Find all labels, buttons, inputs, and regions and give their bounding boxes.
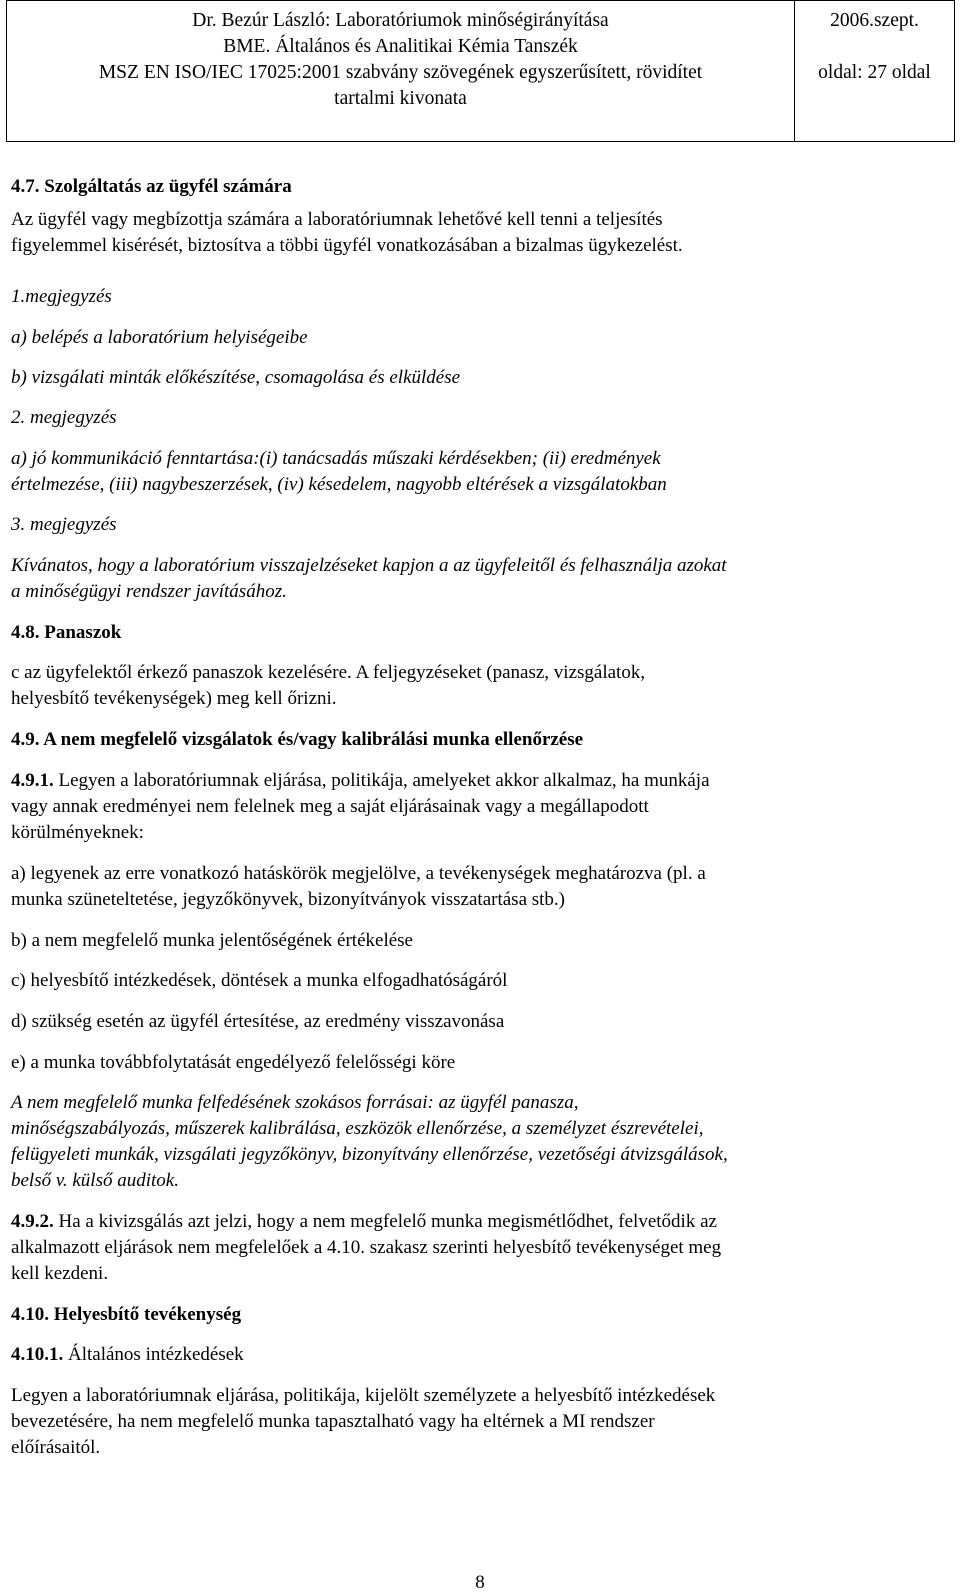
note-title: 1.megjegyzés [11, 286, 112, 307]
header-title-block [7, 1, 795, 141]
note-item: b) vizsgálati minták előkészítése, csomagolása és elküldése [11, 367, 461, 388]
paragraph-line [11, 768, 951, 794]
subsection-title: Általános intézkedések [63, 1344, 244, 1365]
list-item: d) szükség esetén az ügyfél értesítése, az eredmény visszavonása [11, 1011, 505, 1032]
header-line: MSZ EN ISO/IEC 17025:2001 szabvány szövegének egyszerűsített, rövidítet [98, 62, 703, 83]
section-heading: 4.8. Panaszok [11, 622, 122, 643]
italic-paragraph-line: A nem megfelelő munka felfedésének szokásos forrásai: az ügyfél panasza, [11, 1092, 579, 1113]
paragraph-text: Ha a kivizsgálás azt jelzi, hogy a nem megfelelő munka megismétlődhet, felvetődik az [53, 1211, 717, 1232]
paragraph-line: Legyen a laboratóriumnak eljárása, politikája, kijelölt személyzete a helyesbítő intézkedések [11, 1385, 716, 1406]
paragraph-line: kell kezdeni. [11, 1263, 109, 1284]
subsection-heading [11, 1342, 951, 1368]
note-title: 2. megjegyzés [11, 407, 117, 428]
italic-paragraph-line: felügyeleti munkák, vizsgálati jegyzőkönyv, bizonyítvány ellenőrzése, vezetőségi átvizsgálások, [11, 1144, 728, 1165]
italic-paragraph-line: minőségszabályozás, műszerek kalibrálása, eszközök ellenőrzése, a személyzet észrevételei, [11, 1118, 704, 1139]
paragraph-line: helyesbítő tevékenységek) meg kell őrizni. [11, 688, 337, 709]
header-line: tartalmi kivonata [334, 88, 467, 109]
header-meta-block [795, 1, 954, 148]
list-item: e) a munka továbbfolytatását engedélyező felelősségi köre [11, 1052, 456, 1073]
paragraph-line: előírásaitól. [11, 1437, 101, 1458]
list-item: c) helyesbítő intézkedések, döntések a munka elfogadhatóságáról [11, 970, 508, 991]
italic-paragraph-line: belső v. külső auditok. [11, 1170, 179, 1191]
list-item: b) a nem megfelelő munka jelentőségének értékelése [11, 930, 413, 951]
section-heading: 4.9. A nem megfelelő vizsgálatok és/vagy kalibrálási munka ellenőrzése [11, 729, 584, 750]
note-text: Kívánatos, hogy a laboratórium visszajelzéseket kapjon a az ügyfeleitől és felhasználja azokat [11, 555, 727, 576]
subsection-number: 4.9.1. [11, 770, 54, 791]
note-text: a minőségügyi rendszer javításához. [11, 581, 287, 602]
note-item: a) belépés a laboratórium helyiségeibe [11, 327, 308, 348]
paragraph-line: körülményeknek: [11, 822, 144, 843]
paragraph-line: figyelemmel kisérését, biztosítva a többi ügyfél vonatkozásában a bizalmas ügykezelést. [11, 235, 683, 256]
subsection-number: 4.10.1. [11, 1344, 64, 1365]
note-title: 3. megjegyzés [11, 514, 117, 535]
header-page-label: oldal: 27 oldal [818, 62, 931, 83]
paragraph-line: alkalmazott eljárások nem megfelelőek a 4.10. szakasz szerinti helyesbítő tevékenységet meg [11, 1237, 722, 1258]
header-date: 2006.szept. [830, 10, 919, 31]
header-line: Dr. Bezúr László: Laboratóriumok minőségirányítása [192, 10, 609, 31]
note-item: a) jó kommunikáció fenntartása:(i) tanácsadás műszaki kérdésekben; (ii) eredmények [11, 448, 661, 469]
note-item: értelmezése, (iii) nagybeszerzések, (iv) késedelem, nagyobb eltérések a vizsgálatokban [11, 474, 667, 495]
paragraph-line: vagy annak eredményei nem felelnek meg a saját eljárásainak vagy a megállapodott [11, 796, 649, 817]
paragraph-text: Legyen a laboratóriumnak eljárása, politikája, amelyeket akkor alkalmaz, ha munkája [53, 770, 710, 791]
page-number: 8 [475, 1572, 485, 1593]
section-heading: 4.7. Szolgáltatás az ügyfél számára [11, 176, 292, 197]
section-heading: 4.10. Helyesbítő tevékenység [11, 1304, 242, 1325]
list-item: a) legyenek az erre vonatkozó hatáskörök megjelölve, a tevékenységek meghatározva (pl. a [11, 863, 706, 884]
paragraph-line: bevezetésére, ha nem megfelelő munka tapasztalható vagy ha eltérnek a MI rendszer [11, 1411, 655, 1432]
header-line: BME. Általános és Analitikai Kémia Tanszék [223, 36, 578, 57]
list-item: munka szüneteltetése, jegyzőkönyvek, bizonyítványok visszatartása stb.) [11, 889, 566, 910]
paragraph-line: Az ügyfél vagy megbízottja számára a laboratóriumnak lehetővé kell tenni a teljesítés [11, 209, 663, 230]
subsection-number: 4.9.2. [11, 1211, 54, 1232]
paragraph-line: c az ügyfelektől érkező panaszok kezelésére. A feljegyzéseket (panasz, vizsgálatok, [11, 662, 646, 683]
paragraph-line [11, 1209, 951, 1235]
page-header [6, 0, 955, 142]
